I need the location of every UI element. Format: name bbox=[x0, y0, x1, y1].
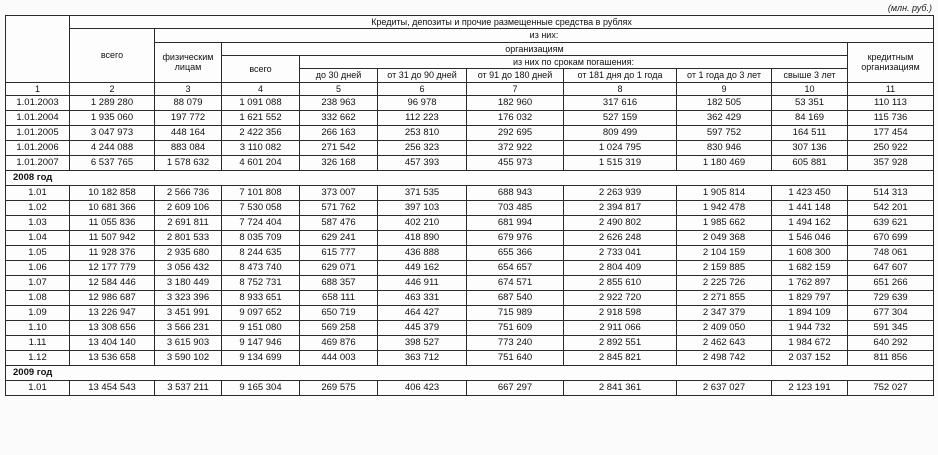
cell-value: 253 810 bbox=[378, 126, 467, 141]
cell-value: 639 621 bbox=[848, 216, 934, 231]
row-date: 1.01 bbox=[6, 381, 70, 396]
cell-value: 670 699 bbox=[848, 231, 934, 246]
date-column-header bbox=[6, 16, 70, 83]
cell-value: 4 244 088 bbox=[70, 141, 155, 156]
cell-value: 13 536 658 bbox=[70, 351, 155, 366]
column-number: 10 bbox=[772, 82, 848, 95]
cell-value: 729 639 bbox=[848, 291, 934, 306]
cell-value: 883 084 bbox=[155, 141, 222, 156]
cell-value: 177 454 bbox=[848, 126, 934, 141]
cell-value: 527 159 bbox=[564, 111, 677, 126]
header-row-numbers bbox=[6, 82, 934, 95]
cell-value: 3 590 102 bbox=[155, 351, 222, 366]
cell-value: 2 394 817 bbox=[564, 201, 677, 216]
table-row bbox=[6, 381, 934, 396]
cell-value: 3 047 973 bbox=[70, 126, 155, 141]
cell-value: 1 289 280 bbox=[70, 96, 155, 111]
cell-value: 1 944 732 bbox=[772, 321, 848, 336]
unit-label: (млн. руб.) bbox=[887, 3, 932, 13]
cell-value: 1 546 046 bbox=[772, 231, 848, 246]
column-number: 11 bbox=[848, 82, 934, 95]
table-row bbox=[6, 186, 934, 201]
table-row bbox=[6, 306, 934, 321]
cell-value: 9 097 652 bbox=[222, 306, 300, 321]
header-by-maturity: из них по срокам погашения: bbox=[300, 56, 848, 69]
cell-value: 446 911 bbox=[378, 276, 467, 291]
cell-value: 2 801 533 bbox=[155, 231, 222, 246]
header-maturity-181d-1y: от 181 дня до 1 года bbox=[564, 69, 677, 82]
column-number: 7 bbox=[467, 82, 564, 95]
cell-value: 615 777 bbox=[300, 246, 378, 261]
cell-value: 677 304 bbox=[848, 306, 934, 321]
row-date: 1.10 bbox=[6, 321, 70, 336]
cell-value: 2 049 368 bbox=[677, 231, 772, 246]
header-maturity-over-3y: свыше 3 лет bbox=[772, 69, 848, 82]
header-maturity-1-3y: от 1 года до 3 лет bbox=[677, 69, 772, 82]
cell-value: 10 182 858 bbox=[70, 186, 155, 201]
cell-value: 650 719 bbox=[300, 306, 378, 321]
cell-value: 3 110 082 bbox=[222, 141, 300, 156]
row-date: 1.04 bbox=[6, 231, 70, 246]
cell-value: 292 695 bbox=[467, 126, 564, 141]
cell-value: 2 225 726 bbox=[677, 276, 772, 291]
cell-value: 651 266 bbox=[848, 276, 934, 291]
cell-value: 2 935 680 bbox=[155, 246, 222, 261]
cell-value: 372 922 bbox=[467, 141, 564, 156]
cell-value: 679 976 bbox=[467, 231, 564, 246]
cell-value: 751 640 bbox=[467, 351, 564, 366]
cell-value: 13 308 656 bbox=[70, 321, 155, 336]
cell-value: 1 441 148 bbox=[772, 201, 848, 216]
cell-value: 271 542 bbox=[300, 141, 378, 156]
section-row bbox=[6, 366, 934, 381]
cell-value: 250 922 bbox=[848, 141, 934, 156]
cell-value: 667 297 bbox=[467, 381, 564, 396]
cell-value: 8 244 635 bbox=[222, 246, 300, 261]
cell-value: 2 409 050 bbox=[677, 321, 772, 336]
header-maturity-91-180d: от 91 до 180 дней bbox=[467, 69, 564, 82]
cell-value: 2 892 551 bbox=[564, 336, 677, 351]
row-date: 1.01 bbox=[6, 186, 70, 201]
cell-value: 469 876 bbox=[300, 336, 378, 351]
cell-value: 362 429 bbox=[677, 111, 772, 126]
cell-value: 2 422 356 bbox=[222, 126, 300, 141]
table-row bbox=[6, 216, 934, 231]
section-label: 2008 год bbox=[6, 171, 934, 186]
cell-value: 748 061 bbox=[848, 246, 934, 261]
header-of-them: из них: bbox=[155, 29, 934, 42]
cell-value: 266 163 bbox=[300, 126, 378, 141]
cell-value: 8 035 709 bbox=[222, 231, 300, 246]
cell-value: 751 609 bbox=[467, 321, 564, 336]
cell-value: 115 736 bbox=[848, 111, 934, 126]
cell-value: 449 162 bbox=[378, 261, 467, 276]
cell-value: 110 113 bbox=[848, 96, 934, 111]
column-number: 5 bbox=[300, 82, 378, 95]
cell-value: 1 621 552 bbox=[222, 111, 300, 126]
cell-value: 357 928 bbox=[848, 156, 934, 171]
cell-value: 2 123 191 bbox=[772, 381, 848, 396]
cell-value: 373 007 bbox=[300, 186, 378, 201]
cell-value: 1 984 672 bbox=[772, 336, 848, 351]
cell-value: 647 607 bbox=[848, 261, 934, 276]
header-credit-orgs: кредитным организациям bbox=[848, 42, 934, 82]
cell-value: 13 404 140 bbox=[70, 336, 155, 351]
cell-value: 3 566 231 bbox=[155, 321, 222, 336]
cell-value: 9 134 699 bbox=[222, 351, 300, 366]
cell-value: 457 393 bbox=[378, 156, 467, 171]
cell-value: 3 180 449 bbox=[155, 276, 222, 291]
cell-value: 597 752 bbox=[677, 126, 772, 141]
cell-value: 752 027 bbox=[848, 381, 934, 396]
row-date: 1.03 bbox=[6, 216, 70, 231]
header-total: всего bbox=[70, 29, 155, 82]
cell-value: 2 626 248 bbox=[564, 231, 677, 246]
credits-deposits-table bbox=[5, 15, 934, 396]
cell-value: 176 032 bbox=[467, 111, 564, 126]
cell-value: 445 379 bbox=[378, 321, 467, 336]
cell-value: 326 168 bbox=[300, 156, 378, 171]
column-number: 6 bbox=[378, 82, 467, 95]
row-date: 1.01.2007 bbox=[6, 156, 70, 171]
cell-value: 1 935 060 bbox=[70, 111, 155, 126]
cell-value: 773 240 bbox=[467, 336, 564, 351]
cell-value: 1 578 632 bbox=[155, 156, 222, 171]
cell-value: 654 657 bbox=[467, 261, 564, 276]
row-date: 1.12 bbox=[6, 351, 70, 366]
table-body bbox=[6, 96, 934, 396]
table-row bbox=[6, 276, 934, 291]
cell-value: 605 881 bbox=[772, 156, 848, 171]
cell-value: 2 922 720 bbox=[564, 291, 677, 306]
table-row bbox=[6, 321, 934, 336]
row-date: 1.01.2006 bbox=[6, 141, 70, 156]
table-row bbox=[6, 246, 934, 261]
header-organizations: организациям bbox=[222, 42, 848, 55]
cell-value: 444 003 bbox=[300, 351, 378, 366]
cell-value: 182 505 bbox=[677, 96, 772, 111]
cell-value: 2 845 821 bbox=[564, 351, 677, 366]
cell-value: 12 177 779 bbox=[70, 261, 155, 276]
cell-value: 1 829 797 bbox=[772, 291, 848, 306]
cell-value: 2 911 066 bbox=[564, 321, 677, 336]
row-date: 1.11 bbox=[6, 336, 70, 351]
cell-value: 2 104 159 bbox=[677, 246, 772, 261]
cell-value: 830 946 bbox=[677, 141, 772, 156]
cell-value: 2 347 379 bbox=[677, 306, 772, 321]
cell-value: 1 515 319 bbox=[564, 156, 677, 171]
cell-value: 1 180 469 bbox=[677, 156, 772, 171]
cell-value: 2 637 027 bbox=[677, 381, 772, 396]
cell-value: 629 241 bbox=[300, 231, 378, 246]
cell-value: 1 682 159 bbox=[772, 261, 848, 276]
table-row bbox=[6, 231, 934, 246]
cell-value: 269 575 bbox=[300, 381, 378, 396]
cell-value: 2 462 643 bbox=[677, 336, 772, 351]
cell-value: 542 201 bbox=[848, 201, 934, 216]
cell-value: 681 994 bbox=[467, 216, 564, 231]
cell-value: 3 056 432 bbox=[155, 261, 222, 276]
cell-value: 84 169 bbox=[772, 111, 848, 126]
cell-value: 658 111 bbox=[300, 291, 378, 306]
cell-value: 1 423 450 bbox=[772, 186, 848, 201]
cell-value: 514 313 bbox=[848, 186, 934, 201]
cell-value: 10 681 366 bbox=[70, 201, 155, 216]
cell-value: 2 918 598 bbox=[564, 306, 677, 321]
cell-value: 703 485 bbox=[467, 201, 564, 216]
cell-value: 1 762 897 bbox=[772, 276, 848, 291]
cell-value: 9 165 304 bbox=[222, 381, 300, 396]
cell-value: 7 530 058 bbox=[222, 201, 300, 216]
cell-value: 6 537 765 bbox=[70, 156, 155, 171]
header-maturity-30d: до 30 дней bbox=[300, 69, 378, 82]
cell-value: 2 609 106 bbox=[155, 201, 222, 216]
cell-value: 2 159 885 bbox=[677, 261, 772, 276]
cell-value: 12 584 446 bbox=[70, 276, 155, 291]
cell-value: 402 210 bbox=[378, 216, 467, 231]
cell-value: 655 366 bbox=[467, 246, 564, 261]
cell-value: 7 724 404 bbox=[222, 216, 300, 231]
cell-value: 363 712 bbox=[378, 351, 467, 366]
section-row bbox=[6, 171, 934, 186]
table-row bbox=[6, 351, 934, 366]
cell-value: 238 963 bbox=[300, 96, 378, 111]
header-maturity-31-90d: от 31 до 90 дней bbox=[378, 69, 467, 82]
column-number: 3 bbox=[155, 82, 222, 95]
cell-value: 2 271 855 bbox=[677, 291, 772, 306]
cell-value: 591 345 bbox=[848, 321, 934, 336]
table-row bbox=[6, 96, 934, 111]
row-date: 1.01.2005 bbox=[6, 126, 70, 141]
cell-value: 317 616 bbox=[564, 96, 677, 111]
cell-value: 2 855 610 bbox=[564, 276, 677, 291]
column-number: 1 bbox=[6, 82, 70, 95]
cell-value: 2 566 736 bbox=[155, 186, 222, 201]
row-date: 1.01.2003 bbox=[6, 96, 70, 111]
cell-value: 406 423 bbox=[378, 381, 467, 396]
cell-value: 809 499 bbox=[564, 126, 677, 141]
table-row bbox=[6, 291, 934, 306]
cell-value: 3 451 991 bbox=[155, 306, 222, 321]
cell-value: 715 989 bbox=[467, 306, 564, 321]
cell-value: 53 351 bbox=[772, 96, 848, 111]
cell-value: 112 223 bbox=[378, 111, 467, 126]
row-date: 1.02 bbox=[6, 201, 70, 216]
header-org-total: всего bbox=[222, 56, 300, 83]
cell-value: 13 226 947 bbox=[70, 306, 155, 321]
column-number: 2 bbox=[70, 82, 155, 95]
cell-value: 688 357 bbox=[300, 276, 378, 291]
cell-value: 11 055 836 bbox=[70, 216, 155, 231]
cell-value: 8 933 651 bbox=[222, 291, 300, 306]
cell-value: 3 615 903 bbox=[155, 336, 222, 351]
row-date: 1.06 bbox=[6, 261, 70, 276]
table-header bbox=[6, 16, 934, 96]
cell-value: 164 511 bbox=[772, 126, 848, 141]
cell-value: 1 494 162 bbox=[772, 216, 848, 231]
cell-value: 397 103 bbox=[378, 201, 467, 216]
column-number: 4 bbox=[222, 82, 300, 95]
cell-value: 464 427 bbox=[378, 306, 467, 321]
cell-value: 2 733 041 bbox=[564, 246, 677, 261]
cell-value: 629 071 bbox=[300, 261, 378, 276]
cell-value: 12 986 687 bbox=[70, 291, 155, 306]
cell-value: 587 476 bbox=[300, 216, 378, 231]
cell-value: 674 571 bbox=[467, 276, 564, 291]
cell-value: 463 331 bbox=[378, 291, 467, 306]
cell-value: 2 498 742 bbox=[677, 351, 772, 366]
cell-value: 687 540 bbox=[467, 291, 564, 306]
table-row bbox=[6, 336, 934, 351]
column-number: 9 bbox=[677, 82, 772, 95]
cell-value: 1 942 478 bbox=[677, 201, 772, 216]
cell-value: 307 136 bbox=[772, 141, 848, 156]
cell-value: 3 323 396 bbox=[155, 291, 222, 306]
cell-value: 13 454 543 bbox=[70, 381, 155, 396]
table-title: Кредиты, депозиты и прочие размещенные средства в рублях bbox=[70, 16, 934, 29]
cell-value: 332 662 bbox=[300, 111, 378, 126]
table-row bbox=[6, 141, 934, 156]
row-date: 1.09 bbox=[6, 306, 70, 321]
cell-value: 2 263 939 bbox=[564, 186, 677, 201]
cell-value: 371 535 bbox=[378, 186, 467, 201]
cell-value: 88 079 bbox=[155, 96, 222, 111]
table-row bbox=[6, 111, 934, 126]
cell-value: 8 473 740 bbox=[222, 261, 300, 276]
cell-value: 2 490 802 bbox=[564, 216, 677, 231]
cell-value: 8 752 731 bbox=[222, 276, 300, 291]
header-row-of-them bbox=[6, 29, 934, 42]
cell-value: 688 943 bbox=[467, 186, 564, 201]
cell-value: 1 024 795 bbox=[564, 141, 677, 156]
cell-value: 2 841 361 bbox=[564, 381, 677, 396]
cell-value: 1 091 088 bbox=[222, 96, 300, 111]
column-number: 8 bbox=[564, 82, 677, 95]
row-date: 1.01.2004 bbox=[6, 111, 70, 126]
table-row bbox=[6, 126, 934, 141]
cell-value: 7 101 808 bbox=[222, 186, 300, 201]
cell-value: 4 601 204 bbox=[222, 156, 300, 171]
section-label: 2009 год bbox=[6, 366, 934, 381]
cell-value: 811 856 bbox=[848, 351, 934, 366]
cell-value: 11 507 942 bbox=[70, 231, 155, 246]
cell-value: 182 960 bbox=[467, 96, 564, 111]
cell-value: 436 888 bbox=[378, 246, 467, 261]
cell-value: 1 608 300 bbox=[772, 246, 848, 261]
cell-value: 418 890 bbox=[378, 231, 467, 246]
header-row-title bbox=[6, 16, 934, 29]
cell-value: 1 894 109 bbox=[772, 306, 848, 321]
cell-value: 256 323 bbox=[378, 141, 467, 156]
cell-value: 11 928 376 bbox=[70, 246, 155, 261]
table-row bbox=[6, 261, 934, 276]
cell-value: 96 978 bbox=[378, 96, 467, 111]
cell-value: 569 258 bbox=[300, 321, 378, 336]
header-individuals: физическим лицам bbox=[155, 42, 222, 82]
cell-value: 197 772 bbox=[155, 111, 222, 126]
row-date: 1.08 bbox=[6, 291, 70, 306]
cell-value: 571 762 bbox=[300, 201, 378, 216]
cell-value: 2 691 811 bbox=[155, 216, 222, 231]
cell-value: 398 527 bbox=[378, 336, 467, 351]
cell-value: 455 973 bbox=[467, 156, 564, 171]
cell-value: 9 151 080 bbox=[222, 321, 300, 336]
cell-value: 9 147 946 bbox=[222, 336, 300, 351]
row-date: 1.07 bbox=[6, 276, 70, 291]
cell-value: 640 292 bbox=[848, 336, 934, 351]
cell-value: 448 164 bbox=[155, 126, 222, 141]
cell-value: 1 985 662 bbox=[677, 216, 772, 231]
table-row bbox=[6, 156, 934, 171]
cell-value: 3 537 211 bbox=[155, 381, 222, 396]
row-date: 1.05 bbox=[6, 246, 70, 261]
cell-value: 2 804 409 bbox=[564, 261, 677, 276]
cell-value: 1 905 814 bbox=[677, 186, 772, 201]
cell-value: 2 037 152 bbox=[772, 351, 848, 366]
table-row bbox=[6, 201, 934, 216]
